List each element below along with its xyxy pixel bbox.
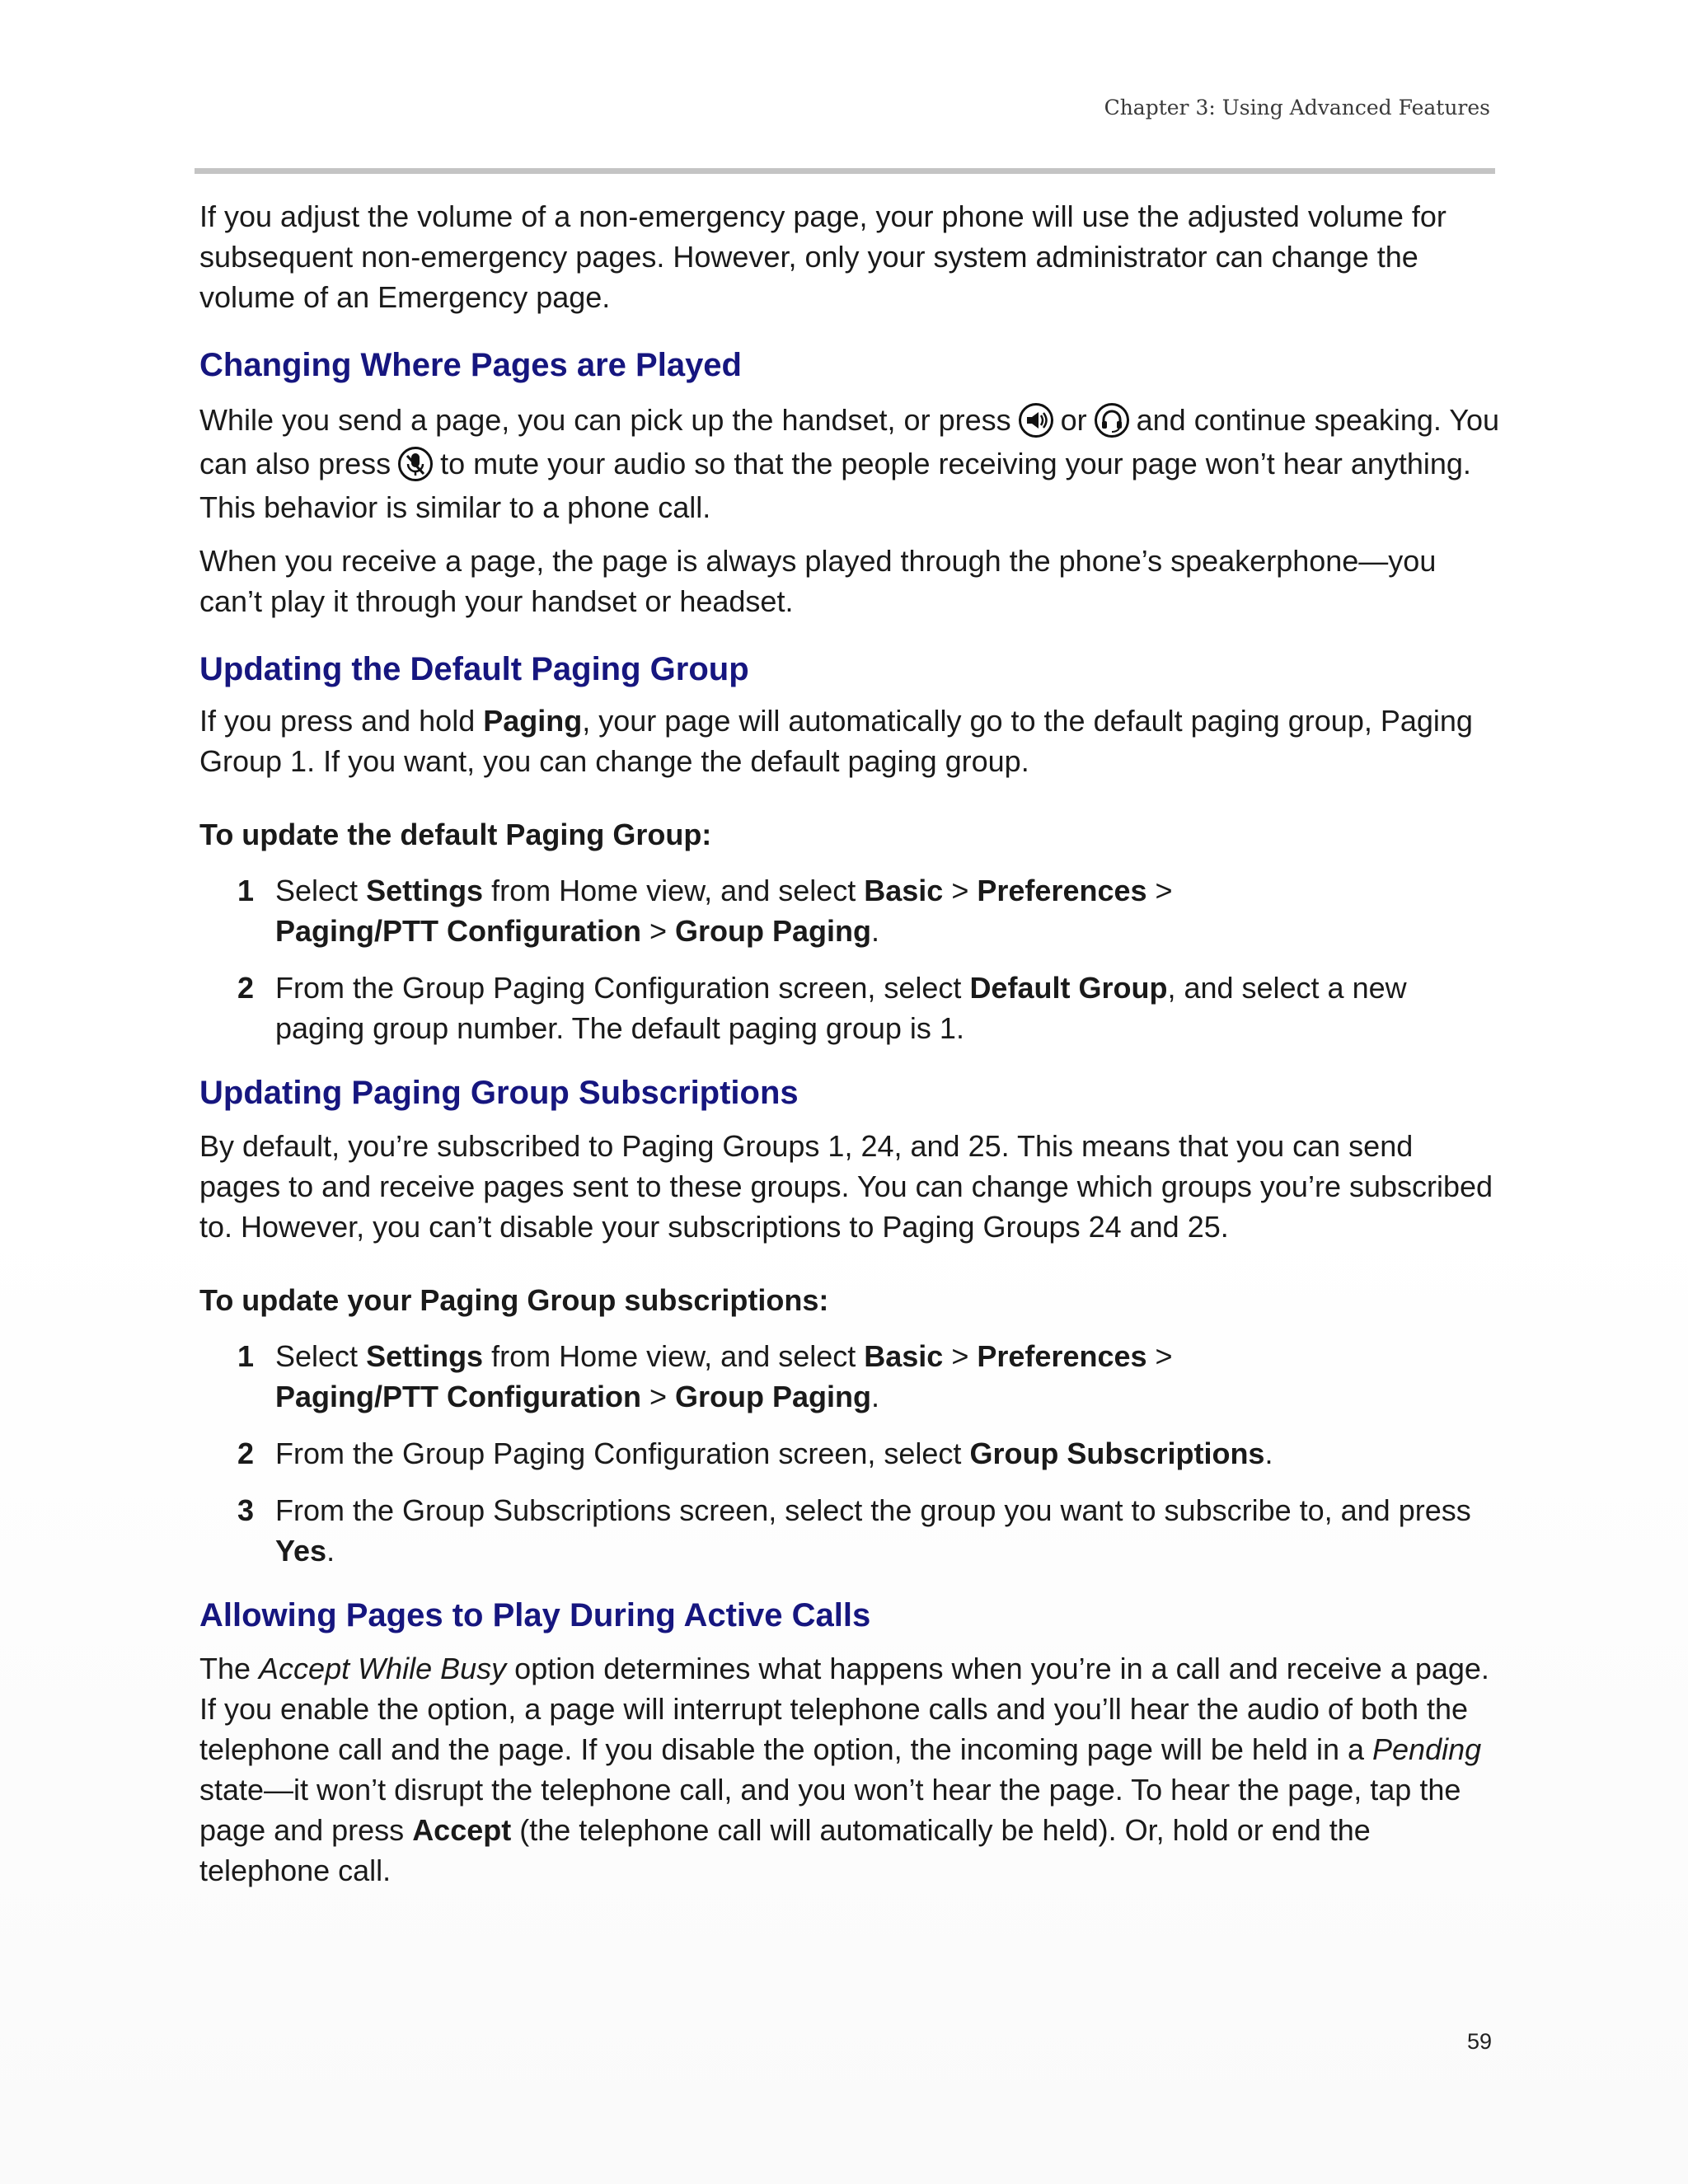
mute-microphone-icon: [397, 446, 434, 482]
procedure-steps-default: [199, 870, 1502, 1048]
default-paragraph: If you press and hold Paging, your page will automatically go to the default paging group, Paging Group 1. If you want, you can change the default paging group.: [199, 704, 1473, 778]
section-heading-default-group: Updating the Default Paging Group: [199, 651, 749, 687]
section-heading-active-calls: Allowing Pages to Play During Active Calls: [199, 1597, 871, 1633]
procedure-title-default: To update the default Paging Group:: [199, 818, 712, 851]
procedure-step: 1 Select Settings from Home view, and select Basic > Preferences > Paging/PTT Configuration > Group Paging.: [237, 1339, 1173, 1413]
active-calls-paragraph: The Accept While Busy option determines what happens when you’re in a call and receive a page. If you enable the option, a page will interrupt telephone calls and you’ll hear the audio of both the telephone call and the page. If you disable the option, the incoming page will be held in a Pending state—it won’t disrupt the telephone call, and you won’t hear the page. To hear the page, tap the page and press Accept (the telephone call will automatically be held). Or, hold or end the telephone call.: [199, 1652, 1489, 1887]
intro-paragraph: If you adjust the volume of a non-emergency page, your phone will use the adjusted volume for subsequent non-emergency pages. However, only your system administrator can change the volume of an Emergency page.: [199, 199, 1447, 314]
procedure-title-subscriptions: To update your Paging Group subscriptions:: [199, 1283, 829, 1317]
headset-icon: [1094, 402, 1130, 438]
where-paragraph-1: While you send a page, you can pick up the handset, or press or and continue speaking. You can also press to mute your audio so that the people receiving your page won’t hear anything. This behavior is similar to a phone call.: [199, 403, 1500, 524]
where-paragraph-2: When you receive a page, the page is always played through the phone’s speakerphone—you can’t play it through your handset or headset.: [199, 544, 1437, 618]
procedure-step: 2 From the Group Paging Configuration screen, select Group Subscriptions.: [237, 1436, 1273, 1470]
procedure-step: 1 Select Settings from Home view, and select Basic > Preferences > Paging/PTT Configuration > Group Paging.: [237, 874, 1173, 948]
section-heading-where-pages-played: Changing Where Pages are Played: [199, 347, 742, 383]
page-number: 59: [1466, 2029, 1492, 2054]
header-rule: [195, 168, 1495, 174]
subscriptions-paragraph: By default, you’re subscribed to Paging Groups 1, 24, and 25. This means that you can send pages to and receive pages sent to these groups. You can change which groups you’re subscribed to. However, you can’t disable your subscriptions to Paging Groups 24 and 25.: [199, 1129, 1493, 1244]
speakerphone-icon: [1018, 402, 1054, 438]
section-heading-subscriptions: Updating Paging Group Subscriptions: [199, 1075, 799, 1111]
page-content: [199, 196, 1502, 1891]
procedure-step: 3 From the Group Subscriptions screen, select the group you want to subscribe to, and press Yes.: [237, 1493, 1471, 1568]
running-header: Chapter 3: Using Advanced Features: [1104, 96, 1490, 120]
procedure-steps-subscriptions: [199, 1336, 1502, 1571]
procedure-step: 2 From the Group Paging Configuration screen, select Default Group, and select a new paging group number. The default paging group is 1.: [237, 971, 1407, 1045]
